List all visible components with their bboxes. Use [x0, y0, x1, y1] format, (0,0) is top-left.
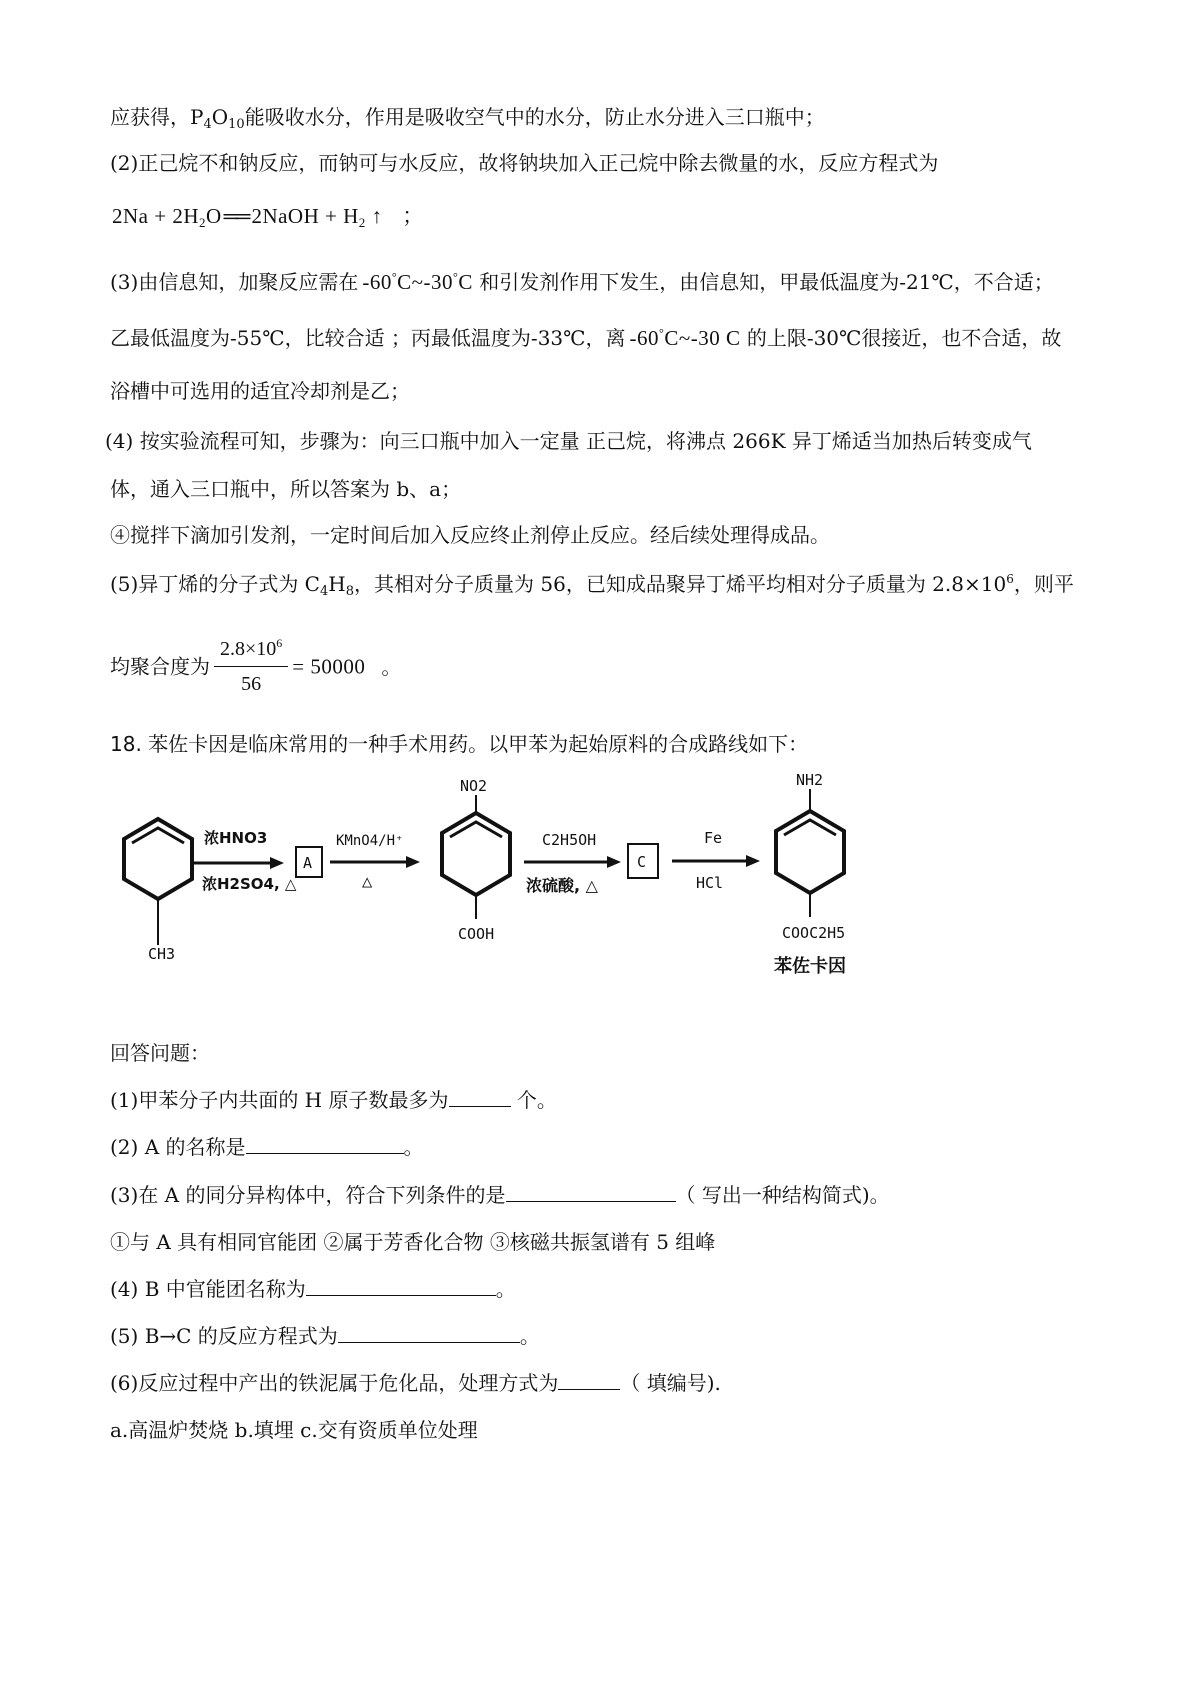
reagent-kmno4: KMnO4/H⁺ — [336, 833, 404, 849]
nh2-label: NH2 — [796, 771, 824, 789]
arrow-4 — [672, 855, 760, 867]
toluene-structure — [124, 819, 192, 945]
cooh-label: COOH — [458, 925, 495, 943]
answer-blank-6[interactable] — [558, 1371, 620, 1390]
answer-4-line-1: (4) 按实验流程可知，步骤为：向三口瓶中加入一定量 正己烷，将沸点 266K 异丁烯适当加热后转变成气 — [105, 429, 1032, 453]
question-number: 18. — [110, 732, 142, 756]
question-18-stem: 18. 苯佐卡因是临床常用的一种手术用药。以甲苯为起始原料的合成路线如下： — [110, 732, 809, 756]
question-5: (5) B→C 的反应方程式为 。 — [110, 1324, 540, 1348]
answer-prompt: 回答问题： — [110, 1041, 210, 1065]
answer-3-line-2: 乙最低温度为-55℃，比较合适 ；丙最低温度为-33℃，离 -60°C~-30 C 的上限-30℃很接近，也不合适，故 — [110, 326, 1062, 350]
answer-5-line-2: 均聚合度为 $\frac{2.8\times 10^6}{56}$ = 50000 。 — [110, 634, 401, 699]
compound-a-label: A — [303, 854, 313, 872]
answer-3-line-3: 浴槽中可选用的适宜冷却剂是乙； — [110, 379, 410, 403]
question-3: (3)在 A 的同分异构体中，符合下列条件的是 （ 写出一种结构简式)。 — [110, 1183, 890, 1207]
answer-4-line-2: 体，通入三口瓶中，所以答案为 b、a； — [110, 477, 462, 501]
ch3-label: CH3 — [148, 945, 176, 963]
text: 应获得， — [110, 105, 190, 129]
question-1: (1)甲苯分子内共面的 H 原子数最多为 个。 — [110, 1088, 557, 1112]
p4o10-formula: $P_4O_{10}$ — [190, 105, 245, 132]
reagent-sulfuric-acid: 浓硫酸, △ — [526, 876, 598, 895]
heat-symbol: △ — [362, 872, 373, 892]
question-4: (4) B 中官能团名称为 。 — [110, 1277, 516, 1301]
question-3-conditions: ①与 A 具有相同官能团 ②属于芳香化合物 ③核磁共振氢谱有 5 组峰 — [110, 1230, 716, 1254]
reagent-hcl: HCl — [696, 874, 724, 892]
reagent-fe: Fe — [704, 829, 723, 847]
answer-3-line-1: (3)由信息知，加聚反应需在 -60°C~-30°C 和引发剂作用下发生，由信息知，甲最低温度为-21℃，不合适； — [110, 270, 1054, 294]
answer-blank-3[interactable] — [506, 1183, 676, 1202]
answer-blank-4[interactable] — [306, 1277, 496, 1296]
ester-label: COOC2H5 — [782, 924, 846, 942]
benzocaine-structure — [776, 811, 844, 917]
answer-blank-2[interactable] — [246, 1135, 404, 1154]
reagent-ethanol: C2H5OH — [542, 831, 597, 849]
answer-5-line-1: (5)异丁烯的分子式为 $C_4H_8$，其相对分子质量为 56，已知成品聚异丁烯平均相对分子质量为 $2.8\times 10^6$，则平 — [110, 572, 1074, 599]
nitrobenzoic-acid-structure — [442, 813, 510, 919]
paragraph-1-tail — [110, 104, 825, 130]
answer-2: (2)正己烷不和钠反应，而钠可与水反应，故将钠块加入正己烷中除去微量的水，反应方程式为 — [110, 151, 939, 175]
synthesis-route-scheme — [110, 771, 970, 995]
answer-blank-5[interactable] — [338, 1324, 520, 1343]
sodium-water-equation: $2Na + 2H_2O══$ 2NaOH + $H_2$ ↑ ； — [112, 204, 424, 230]
question-6-options: a.高温炉焚烧 b.填埋 c.交有资质单位处理 — [110, 1418, 478, 1442]
arrow-3 — [524, 856, 621, 868]
degree-fraction: $\frac{2.8\times 10^6}{56}$ — [214, 634, 288, 699]
arrow-1 — [192, 857, 284, 869]
compound-c-label: C — [637, 853, 647, 871]
product-name: 苯佐卡因 — [774, 956, 846, 977]
reagent-hno3: 浓HNO3 — [204, 829, 268, 847]
reagent-h2so4: 浓H2SO4, △ — [202, 875, 297, 893]
arrow-2 — [330, 856, 420, 868]
answer-blank-1[interactable] — [449, 1088, 511, 1107]
question-2: (2) A 的名称是 。 — [110, 1135, 424, 1159]
question-6: (6)反应过程中产出的铁泥属于危化品，处理方式为 （ 填编号). — [110, 1371, 721, 1395]
no2-label: NO2 — [460, 777, 488, 795]
answer-4-line-3: ④搅拌下滴加引发剂，一定时间后加入反应终止剂停止反应。经后续处理得成品。 — [110, 523, 830, 547]
text: 能吸收水分，作用是吸收空气中的水分，防止水分进入三口瓶中； — [244, 105, 825, 129]
